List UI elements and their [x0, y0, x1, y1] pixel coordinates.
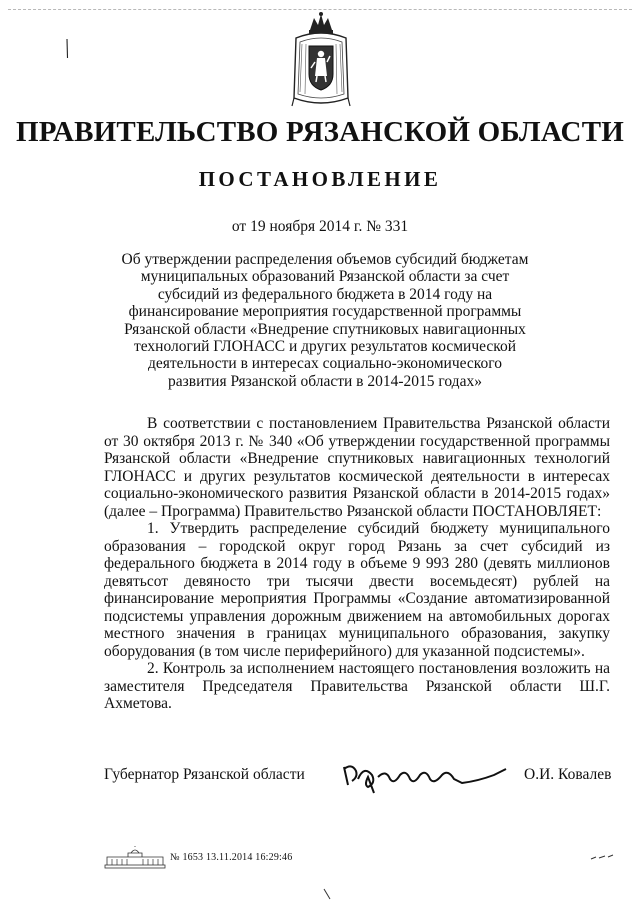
document-subject: Об утверждении распределения объемов субсидий бюджетам муниципальных образований Рязанской области за счет субсидий из федерального бюджета в 2014 году на финансирование мероприятия государственной программы Рязанской области «Внедрение спутниковых навигационных технологий ГЛОНАСС и других результатов космической деятельности в интересах социально-экономического развития Рязанской области в 2014-2015 годах»	[121, 251, 529, 390]
margin-pen-mark	[64, 38, 70, 60]
organization-title: ПРАВИТЕЛЬСТВО РЯЗАНСКОЙ ОБЛАСТИ	[16, 116, 624, 148]
registration-number: № 1653 13.11.2014 16:29:46	[170, 852, 293, 863]
body-paragraph-1: 1. Утвердить распределение субсидий бюджету муниципального образования – городской округ город Рязань за счет субсидий из федерального бюджета в 2014 году в объеме 9 993 280 (девять миллионов девятьсот девяносто три тысячи двести восемьдесят) рублей на финансирование мероприятия Программы «Создание автоматизированной подсистемы управления дорожным движением на автомобильных дорогах местного значения в границах муниципального образования, закупку оборудования (в том числе периферийного) для указанной подсистемы».	[104, 520, 610, 660]
document-date-number: от 19 ноября 2014 г. № 331	[231, 218, 409, 235]
bottom-pen-mark	[322, 888, 332, 900]
signatory-position: Губернатор Рязанской области	[104, 766, 305, 783]
body-paragraph-preamble: В соответствии с постановлением Правительства Рязанской области от 30 октября 2013 г. № 340 «Об утверждении государственной программы Рязанской области «Внедрение спутниковых навигационных технологий ГЛОНАСС и других результатов космической деятельности в интересах социально-экономического развития Рязанской области в 2014-2015 годах» (далее – Программа) Правительство Рязанской области ПОСТАНОВЛЯЕТ:	[104, 415, 610, 520]
handwritten-signature	[338, 755, 510, 795]
body-paragraph-2: 2. Контроль за исполнением настоящего постановления возложить на заместителя Председателя Правительства Рязанской области Ш.Г. Ахметова.	[104, 660, 610, 712]
building-stamp-icon	[104, 846, 166, 870]
signatory-name: О.И. Ковалев	[524, 766, 612, 783]
document-body	[104, 415, 610, 713]
footer-dash-mark	[590, 852, 614, 862]
coat-of-arms-icon	[290, 10, 352, 110]
document-type: ПОСТАНОВЛЕНИЕ	[198, 167, 442, 191]
